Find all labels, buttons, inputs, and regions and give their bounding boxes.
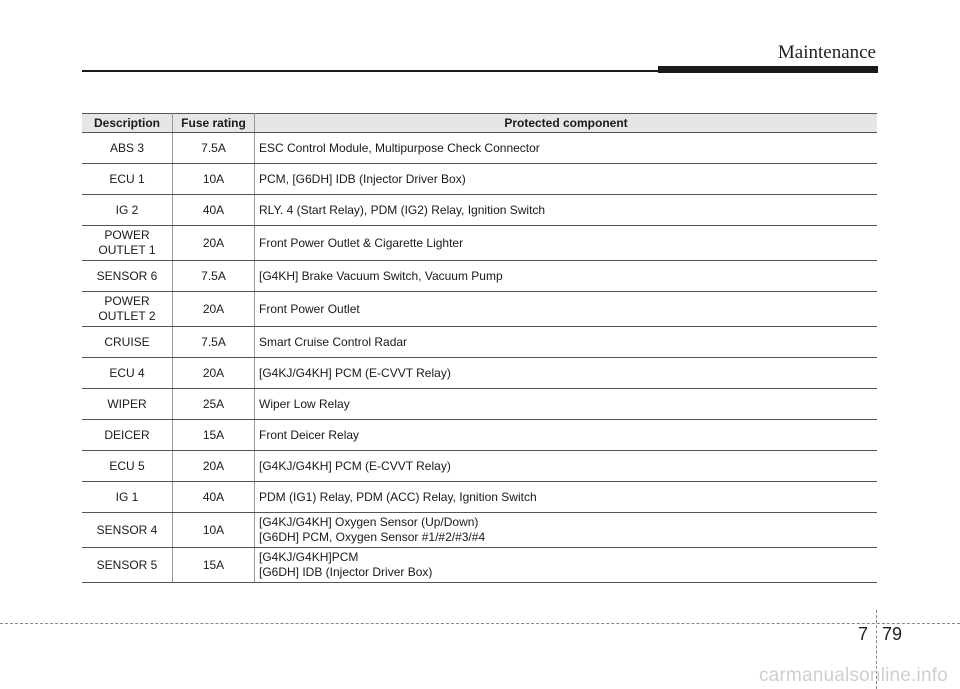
table-row xyxy=(82,292,877,327)
cell-fuse-rating: 15A xyxy=(173,420,255,451)
cell-description-line: ECU 1 xyxy=(109,171,145,186)
cell-fuse-rating: 20A xyxy=(173,226,255,261)
cell-fuse-rating: 40A xyxy=(173,195,255,226)
cell-protected-component xyxy=(255,164,878,195)
cell-protected-component-line: [G4KH] Brake Vacuum Switch, Vacuum Pump xyxy=(259,268,503,283)
header-rule-thin xyxy=(82,70,662,72)
table-row xyxy=(82,420,877,451)
cell-description-line: OUTLET 2 xyxy=(98,309,156,323)
header-fuse-rating: Fuse rating xyxy=(173,114,255,133)
table-row xyxy=(82,389,877,420)
cell-protected-component-line: RLY. 4 (Start Relay), PDM (IG2) Relay, Ignition Switch xyxy=(259,202,546,217)
watermark: carmanualsonline.info xyxy=(758,665,948,686)
cell-protected-component xyxy=(255,327,878,358)
cell-protected-component xyxy=(255,451,878,482)
cell-protected-component xyxy=(255,548,878,583)
cell-description-line: ECU 4 xyxy=(109,365,145,380)
cell-protected-component-line: Front Deicer Relay xyxy=(259,427,360,442)
cell-protected-component-line: [G6DH] IDB (Injector Driver Box) xyxy=(259,565,433,579)
cell-description-line: SENSOR 6 xyxy=(96,268,158,283)
cell-fuse-rating: 20A xyxy=(173,292,255,327)
cell-protected-component xyxy=(255,261,878,292)
table-row xyxy=(82,358,877,389)
cell-description-line: IG 2 xyxy=(115,202,139,217)
cell-description xyxy=(82,420,173,451)
cell-fuse-rating: 10A xyxy=(173,513,255,548)
table-row xyxy=(82,164,877,195)
cell-protected-component-line: [G4KJ/G4KH] Oxygen Sensor (Up/Down) xyxy=(259,515,479,529)
cell-protected-component-line: ESC Control Module, Multipurpose Check Connector xyxy=(259,140,540,155)
table-header-row xyxy=(82,114,877,133)
cell-description xyxy=(82,513,173,548)
cell-fuse-rating: 7.5A xyxy=(173,261,255,292)
table-row xyxy=(82,261,877,292)
table-row xyxy=(82,226,877,261)
cell-fuse-rating: 25A xyxy=(173,389,255,420)
page-number: 79 xyxy=(882,624,903,644)
footer-rule xyxy=(0,623,960,624)
cell-description xyxy=(82,358,173,389)
cell-fuse-rating: 10A xyxy=(173,164,255,195)
cell-description xyxy=(82,226,173,261)
header-protected-component: Protected component xyxy=(255,114,878,133)
cell-description-line: ABS 3 xyxy=(109,140,145,155)
cell-fuse-rating: 20A xyxy=(173,451,255,482)
cell-description xyxy=(82,261,173,292)
cell-protected-component xyxy=(255,133,878,164)
cell-description-line: WIPER xyxy=(107,396,147,411)
cell-protected-component-line: Front Power Outlet & Cigarette Lighter xyxy=(259,235,464,250)
table-row xyxy=(82,451,877,482)
table-row xyxy=(82,327,877,358)
cell-protected-component-line: [G4KJ/G4KH] PCM (E-CVVT Relay) xyxy=(259,458,451,473)
cell-description xyxy=(82,327,173,358)
cell-protected-component-line: [G4KJ/G4KH] PCM (E-CVVT Relay) xyxy=(259,365,451,380)
fuse-table xyxy=(82,113,877,583)
cell-protected-component xyxy=(255,358,878,389)
cell-description xyxy=(82,548,173,583)
cell-protected-component-line: Wiper Low Relay xyxy=(259,396,350,411)
header-rule-thick xyxy=(658,66,878,73)
cell-description-line: DEICER xyxy=(104,427,150,442)
table-row xyxy=(82,548,877,583)
table-body xyxy=(82,133,877,583)
cell-fuse-rating: 7.5A xyxy=(173,327,255,358)
cell-protected-component-line: PCM, [G6DH] IDB (Injector Driver Box) xyxy=(259,171,466,186)
cell-description xyxy=(82,133,173,164)
cell-description-line: OUTLET 1 xyxy=(98,243,156,257)
cell-protected-component xyxy=(255,389,878,420)
chapter-number: 7 xyxy=(858,624,869,644)
cell-protected-component-line: [G4KJ/G4KH]PCM xyxy=(259,550,359,564)
cell-fuse-rating: 7.5A xyxy=(173,133,255,164)
table-row xyxy=(82,513,877,548)
cell-description xyxy=(82,389,173,420)
cell-description xyxy=(82,164,173,195)
cell-description-line: IG 1 xyxy=(115,489,139,504)
cell-description xyxy=(82,451,173,482)
cell-fuse-rating: 40A xyxy=(173,482,255,513)
cell-description-line: POWER xyxy=(104,294,150,308)
cell-description-line: CRUISE xyxy=(104,334,150,349)
table-row xyxy=(82,482,877,513)
cell-description xyxy=(82,482,173,513)
header-description: Description xyxy=(82,114,173,133)
cell-protected-component xyxy=(255,195,878,226)
cell-description-line: ECU 5 xyxy=(109,458,145,473)
cell-fuse-rating: 15A xyxy=(173,548,255,583)
cell-protected-component-line: PDM (IG1) Relay, PDM (ACC) Relay, Ignition Switch xyxy=(259,489,537,504)
cell-protected-component-line: [G6DH] PCM, Oxygen Sensor #1/#2/#3/#4 xyxy=(259,530,486,544)
cell-protected-component xyxy=(255,513,878,548)
table-row xyxy=(82,195,877,226)
cell-description xyxy=(82,195,173,226)
cell-protected-component xyxy=(255,226,878,261)
cell-description-line: SENSOR 4 xyxy=(96,522,158,537)
cell-protected-component xyxy=(255,482,878,513)
cell-protected-component-line: Smart Cruise Control Radar xyxy=(259,334,408,349)
cell-protected-component xyxy=(255,420,878,451)
cell-description-line: POWER xyxy=(104,228,150,242)
table-row xyxy=(82,133,877,164)
section-title: Maintenance xyxy=(777,42,876,63)
cell-description-line: SENSOR 5 xyxy=(96,557,158,572)
cell-fuse-rating: 20A xyxy=(173,358,255,389)
cell-protected-component-line: Front Power Outlet xyxy=(259,301,360,316)
cell-description xyxy=(82,292,173,327)
cell-protected-component xyxy=(255,292,878,327)
